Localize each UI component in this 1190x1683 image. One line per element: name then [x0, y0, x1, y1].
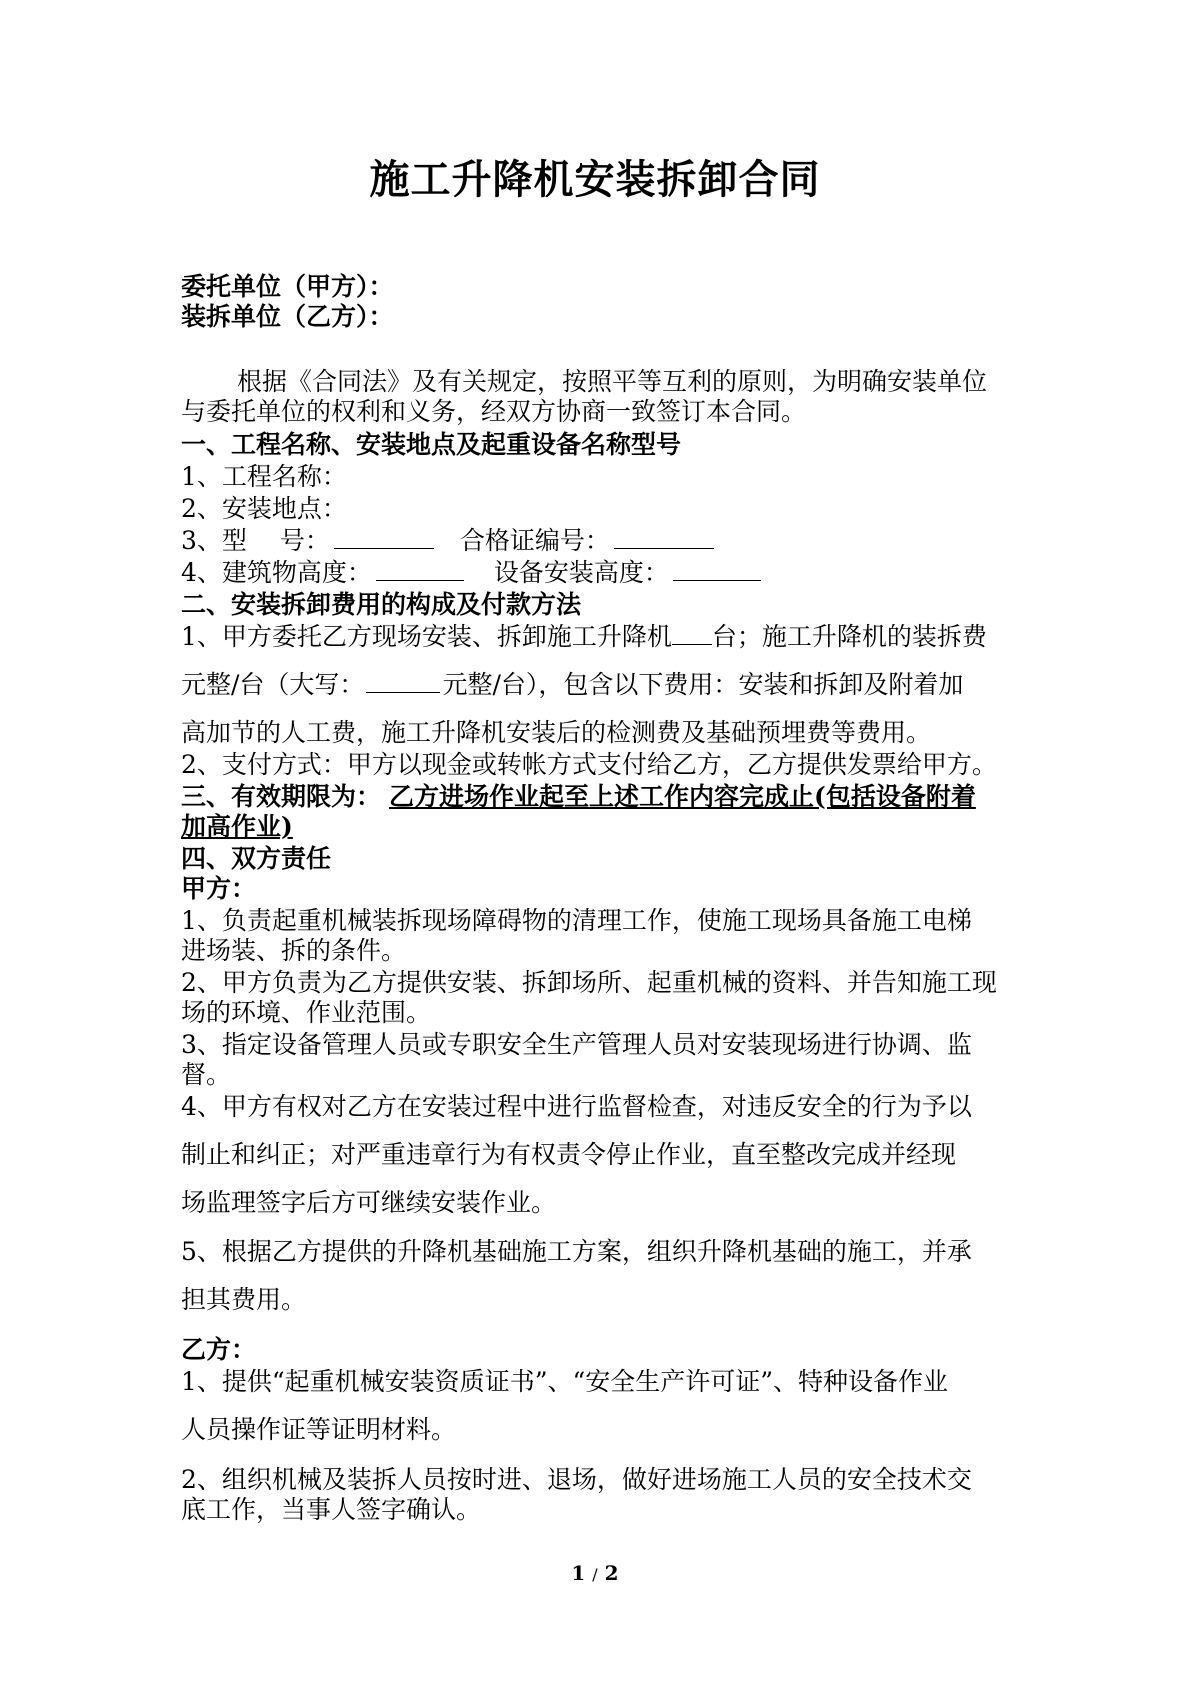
page-separator: / [592, 1565, 598, 1584]
b1-line-1: 1、提供“起重机械安装资质证书”、“安全生产许可证”、特种设备作业 [181, 1367, 949, 1396]
cert-number-label: 合格证编号： [459, 526, 610, 555]
b1-line-2: 人员操作证等证明材料。 [181, 1415, 457, 1444]
building-height-blank [376, 558, 464, 581]
amount-words-blank [366, 670, 440, 693]
page-total: 2 [604, 1561, 619, 1585]
section-1-heading: 一、工程名称、安装地点及起重设备名称型号 [181, 430, 682, 459]
project-name-field: 1、工程名称： [181, 462, 347, 491]
model-row [181, 526, 1081, 556]
model-blank [334, 526, 434, 549]
a4-line-3: 场监理签字后方可继续安装作业。 [181, 1188, 557, 1217]
section-2-heading: 二、安装拆卸费用的构成及付款方法 [181, 590, 582, 619]
document-title: 施工升降机安装拆卸合同 [369, 156, 821, 203]
a5-line-1: 5、根据乙方提供的升降机基础施工方案，组织升降机基础的施工，并承 [181, 1237, 972, 1266]
payment-method: 2、支付方式：甲方以现金或转帐方式支付给乙方，乙方提供发票给甲方。 [181, 750, 997, 779]
party-a-label: 甲方： [181, 874, 257, 903]
fee-line-2 [181, 670, 1081, 700]
equipment-height-blank [673, 558, 761, 581]
cert-number-blank [614, 526, 714, 549]
validity-value-1: 乙方进场作业起至上述工作内容完成止(包括设备附着 [389, 782, 976, 811]
validity-row [181, 782, 1081, 812]
fee-line-3: 高加节的人工费，施工升降机安装后的检测费及基础预埋费等费用。 [181, 718, 932, 747]
validity-value-2: 加高作业) [181, 812, 293, 841]
a2-line-2: 场的环境、作业范围。 [181, 998, 432, 1027]
page-number [0, 1561, 1190, 1585]
b2-line-2: 底工作，当事人签字确认。 [181, 1495, 482, 1524]
fee-text-a: 1、甲方委托乙方现场安装、拆卸施工升降机 [181, 622, 672, 651]
installer-label: 装拆单位（乙方）： [181, 302, 394, 331]
a2-line-1: 2、甲方负责为乙方提供安装、拆卸场所、起重机械的资料、并告知施工现 [181, 968, 997, 997]
a1-line-1: 1、负责起重机械装拆现场障碍物的清理工作，使施工现场具备施工电梯 [181, 906, 972, 935]
a1-line-2: 进场装、拆的条件。 [181, 936, 407, 965]
fee-text-b: 台；施工升降机的装拆费 [711, 622, 987, 651]
fee-text-c: 元整/台（大写： [181, 670, 365, 699]
building-height-label: 4、建筑物高度： [181, 558, 372, 587]
validity-label: 三、有效期限为： [181, 782, 382, 811]
equipment-height-label: 设备安装高度： [493, 558, 669, 587]
section-4-heading: 四、双方责任 [181, 844, 332, 873]
validity-row-2 [181, 812, 1081, 842]
intro-line-2: 与委托单位的权利和义务，经双方协商一致签订本合同。 [181, 397, 807, 426]
client-label: 委托单位（甲方）： [181, 272, 394, 301]
a4-line-2: 制止和纠正；对严重违章行为有权责令停止作业，直至整改完成并经现 [181, 1140, 957, 1169]
party-b-label: 乙方： [181, 1335, 257, 1364]
a3-line-2: 督。 [181, 1060, 232, 1089]
fee-line-1 [181, 622, 1081, 652]
b2-line-1: 2、组织机械及装拆人员按时进、退场，做好进场施工人员的安全技术交 [181, 1465, 972, 1494]
a4-line-1: 4、甲方有权对乙方在安装过程中进行监督检查，对违反安全的行为予以 [181, 1092, 972, 1121]
model-label: 3、型 号： [181, 526, 330, 555]
height-row [181, 558, 1081, 588]
install-location-field: 2、安装地点： [181, 494, 347, 523]
a3-line-1: 3、指定设备管理人员或专职安全生产管理人员对安装现场进行协调、监 [181, 1030, 972, 1059]
unit-count-blank [672, 622, 712, 645]
fee-text-d: 元整/台），包含以下费用：安装和拆卸及附着加 [442, 670, 964, 699]
intro-line-1: 根据《合同法》及有关规定，按照平等互利的原则，为明确安装单位 [237, 367, 988, 396]
page-current: 1 [571, 1561, 586, 1585]
a5-line-2: 担其费用。 [181, 1285, 307, 1314]
